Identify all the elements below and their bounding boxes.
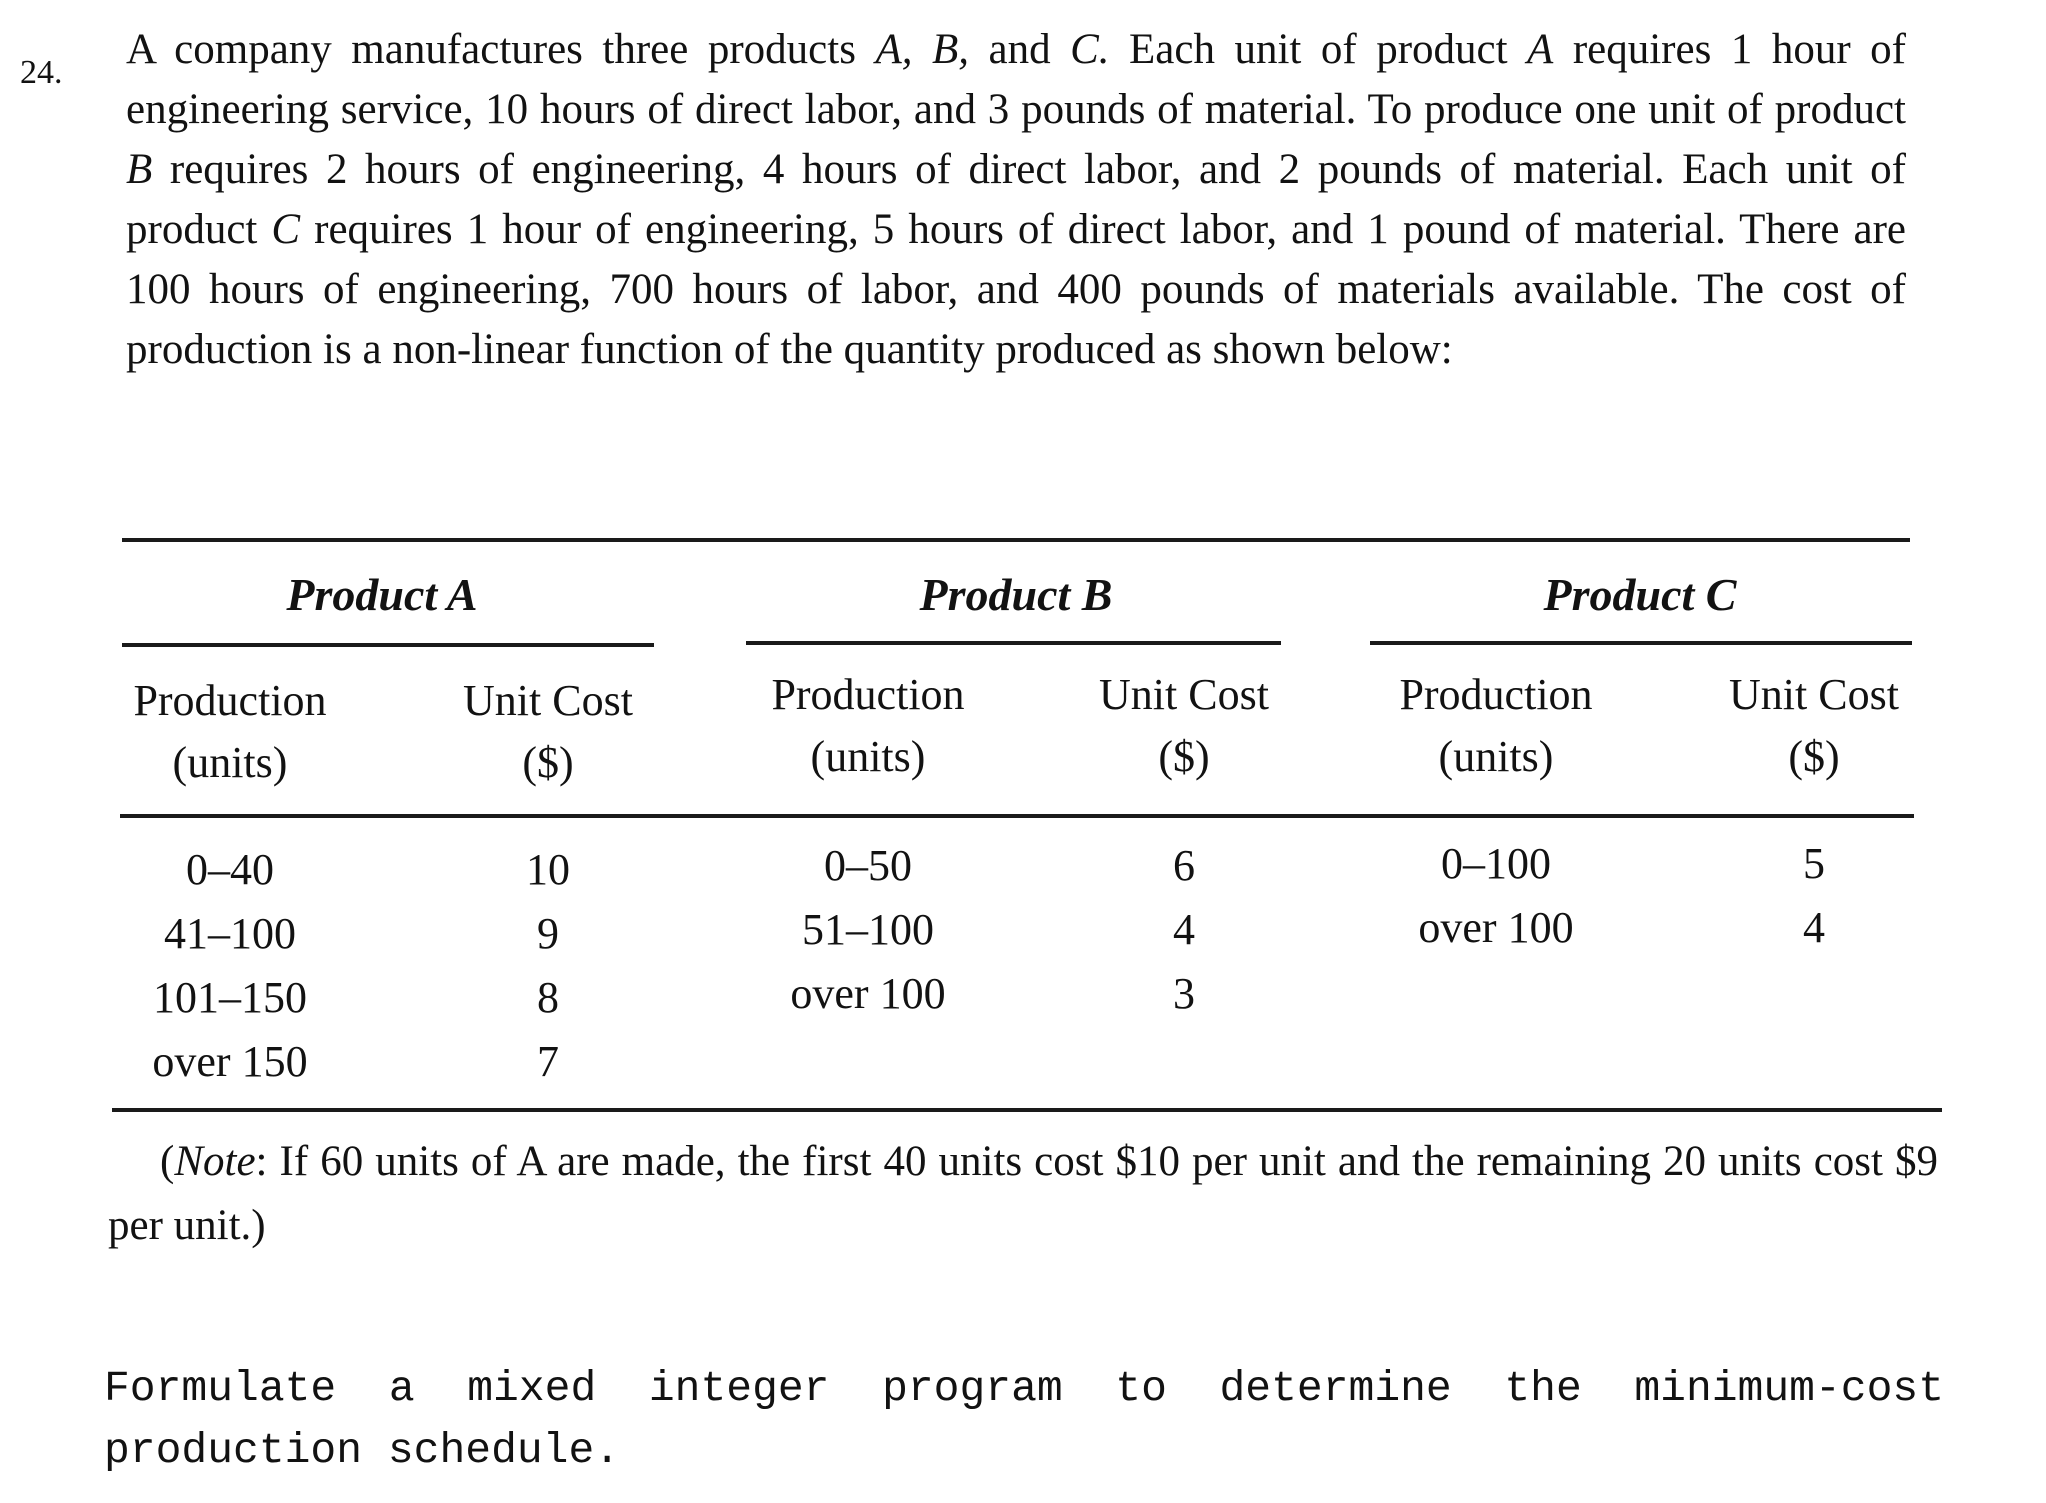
table-top-rule (122, 538, 1910, 542)
problem-text-segment: Each unit of product (1109, 26, 1528, 73)
table-cell: 4 (1173, 905, 1195, 954)
table-header-rule (120, 814, 1914, 818)
product-c-title: Product C (1543, 569, 1737, 620)
task-instruction: Formulate a mixed integer program to determine the minimum-cost production schedule. (104, 1364, 1944, 1475)
problem-text-segment: B (126, 146, 153, 193)
table-cell: 41–100 (164, 909, 296, 958)
table-cell: 10 (526, 845, 570, 894)
table-cell: 4 (1803, 903, 1825, 952)
table-note: (Note: If 60 units of A are made, the first 40 units cost $10 per unit and the remaining 20 units cost $9 per unit.) (108, 1138, 1938, 1249)
table-cell: over 100 (1418, 903, 1574, 952)
table-cell: 0–40 (186, 845, 274, 894)
problem-text-segment: requires 1 hour of engineering, 5 hours of direct labor, and 1 pound of material. There are 100 hours of engineering, 700 hours of labor, and 400 pounds of materials available. The cost of production is a non-linear function of the quantity produced as shown below: (126, 206, 1906, 373)
table-cell: over 100 (790, 969, 946, 1018)
table-cell: 51–100 (802, 905, 934, 954)
product-a-rule (122, 643, 654, 647)
problem-text-segment: A, B, (875, 26, 969, 73)
problem-text-segment: requires 1 hour of engineering service, 10 hours of direct labor, and 3 pounds of material. To produce one unit of product (126, 26, 1906, 133)
table-cell: 3 (1173, 969, 1195, 1018)
problem-text-segment: requires 2 hours of engineering, 4 hours of direct labor, and 2 pounds of material. Each unit of product (126, 146, 1906, 253)
problem-text-segment: C. (1070, 26, 1110, 73)
product-a-title: Product A (286, 569, 478, 620)
problem-text-segment: C (271, 206, 301, 253)
product-b-production-header: Production (units) (771, 670, 965, 781)
product-c-production-header: Production (units) (1399, 670, 1593, 781)
product-c-rule (1370, 641, 1912, 645)
table-cell: 0–50 (824, 841, 912, 890)
product-b-title: Product B (919, 569, 1113, 620)
product-a-production-header: Production (units) (133, 676, 327, 787)
problem-text-segment: and (969, 26, 1071, 73)
table-cell: 101–150 (153, 973, 307, 1022)
table-cell: over 150 (152, 1037, 308, 1086)
problem-text-segment: A (1527, 26, 1554, 73)
table-cell: 6 (1173, 841, 1195, 890)
problem-statement (126, 20, 1906, 380)
table-cell: 8 (537, 973, 559, 1022)
product-b-unit-cost-header: Unit Cost ($) (1099, 670, 1269, 781)
product-a-unit-cost-header: Unit Cost ($) (463, 676, 633, 787)
table-cell: 0–100 (1441, 839, 1551, 888)
product-c-unit-cost-header: Unit Cost ($) (1729, 670, 1899, 781)
table-cell: 5 (1803, 839, 1825, 888)
table-bottom-rule (112, 1108, 1942, 1112)
table-cell: 7 (537, 1037, 559, 1086)
table-cell: 9 (537, 909, 559, 958)
problem-text-segment: A company manufactures three products (126, 26, 876, 73)
product-b-rule (746, 641, 1281, 645)
problem-number: 24. (20, 54, 63, 91)
